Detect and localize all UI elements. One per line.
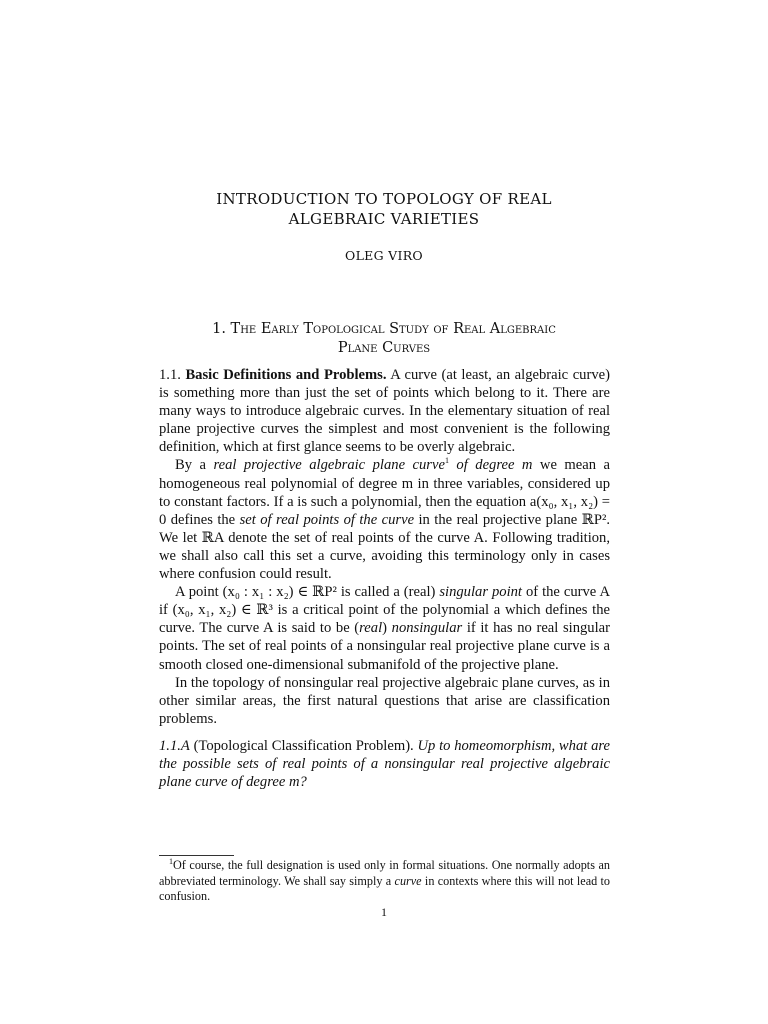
- page-number: 1: [381, 905, 387, 919]
- section-heading-line-1: 1. The Early Topological Study of Real Algebraic: [212, 321, 556, 337]
- paragraph-2-text-c: in the real projective plane ℝP². We let ℝA denote the set of real points of the curve A. Following tradition, we shall also call this set a curve, avoiding this terminology only in cases where confusion could result.: [159, 511, 610, 583]
- section-heading-line-2: Plane Curves: [337, 340, 431, 356]
- term-set-of-real-points: set of real points of the curve: [239, 511, 415, 528]
- paragraph-2-text-b: we mean a homogeneous real polynomial of degree m in three variables, considered up to constant factors. If a is such a polynomial, then the equation a(x₀, x₁, x₂) = 0 defines the: [159, 457, 610, 528]
- paragraph-1-text: A curve (at least, an algebraic curve) is something more than just the set of points which belong to it. There are many ways to introduce algebraic curves. In the elementary situation of real plane projective curves the simplest and most convenient is the following definition, which at first glance seems to be overly algebraic.: [159, 367, 610, 456]
- problem-question: Up to homeomorphism, what are the possible sets of real points of a nonsingular real projective algebraic plane curve of degree m?: [159, 737, 610, 791]
- paragraph-3-text-a: A point (x₀ : x₁ : x₂) ∈ ℝP² is called a (real): [175, 584, 440, 601]
- term-singular-point: singular point: [439, 584, 522, 601]
- paragraph-3-text-d: if it has no real singular points. The set of real points of a nonsingular real projective plane curve is a smooth closed one-dimensional submanifold of the projective plane.: [159, 620, 610, 673]
- term-nonsingular: nonsingular: [391, 620, 463, 637]
- footnote-marker[interactable]: 1: [444, 456, 449, 466]
- title-line-2: ALGEBRAIC VARIETIES: [288, 210, 480, 228]
- paragraph-2-text-a: By a: [175, 457, 214, 474]
- footnote: [159, 858, 610, 905]
- footnote-text-a: Of course, the full designation is used only in formal situations. One normally adopts an abbreviated terminology. We shall say simply a: [159, 858, 610, 888]
- section-heading: [150, 320, 618, 358]
- author-name: OLEG VIRO: [345, 248, 423, 263]
- paragraph-1: [159, 366, 610, 456]
- footnote-mark: 1: [169, 856, 173, 866]
- problem-label: 1.1.A: [159, 737, 190, 754]
- term-real-projective-curve: real projective algebraic plane curve: [213, 457, 445, 474]
- body-text: [159, 366, 610, 791]
- subsection-heading: Basic Definitions and Problems.: [185, 367, 387, 383]
- paragraph-4: In the topology of nonsingular real projective algebraic plane curves, as in other similar areas, the first natural questions that arise are classification problems.: [159, 674, 610, 727]
- title-line-1: INTRODUCTION TO TOPOLOGY OF REAL: [216, 190, 552, 208]
- paragraph-2: [159, 456, 610, 583]
- term-degree-m: of degree m: [448, 457, 533, 474]
- subsection-number: 1.1.: [159, 367, 181, 383]
- footnote-term-curve: curve: [394, 873, 422, 888]
- paragraph-3-text-c: ): [382, 620, 392, 637]
- paragraph-3-text-b: of the curve A if (x₀, x₁, x₂) ∈ ℝ³ is a critical point of the polynomial a which defines the curve. The curve A is said to be (: [159, 584, 610, 637]
- problem-name: (Topological Classification Problem).: [189, 737, 414, 754]
- term-real: real: [359, 620, 383, 637]
- footnote-divider: [159, 855, 234, 856]
- paper-title: [150, 189, 618, 229]
- paragraph-3: [159, 583, 610, 673]
- footnote-text-b: in contexts where this will not lead to confusion.: [159, 873, 610, 903]
- problem-statement: [159, 737, 610, 791]
